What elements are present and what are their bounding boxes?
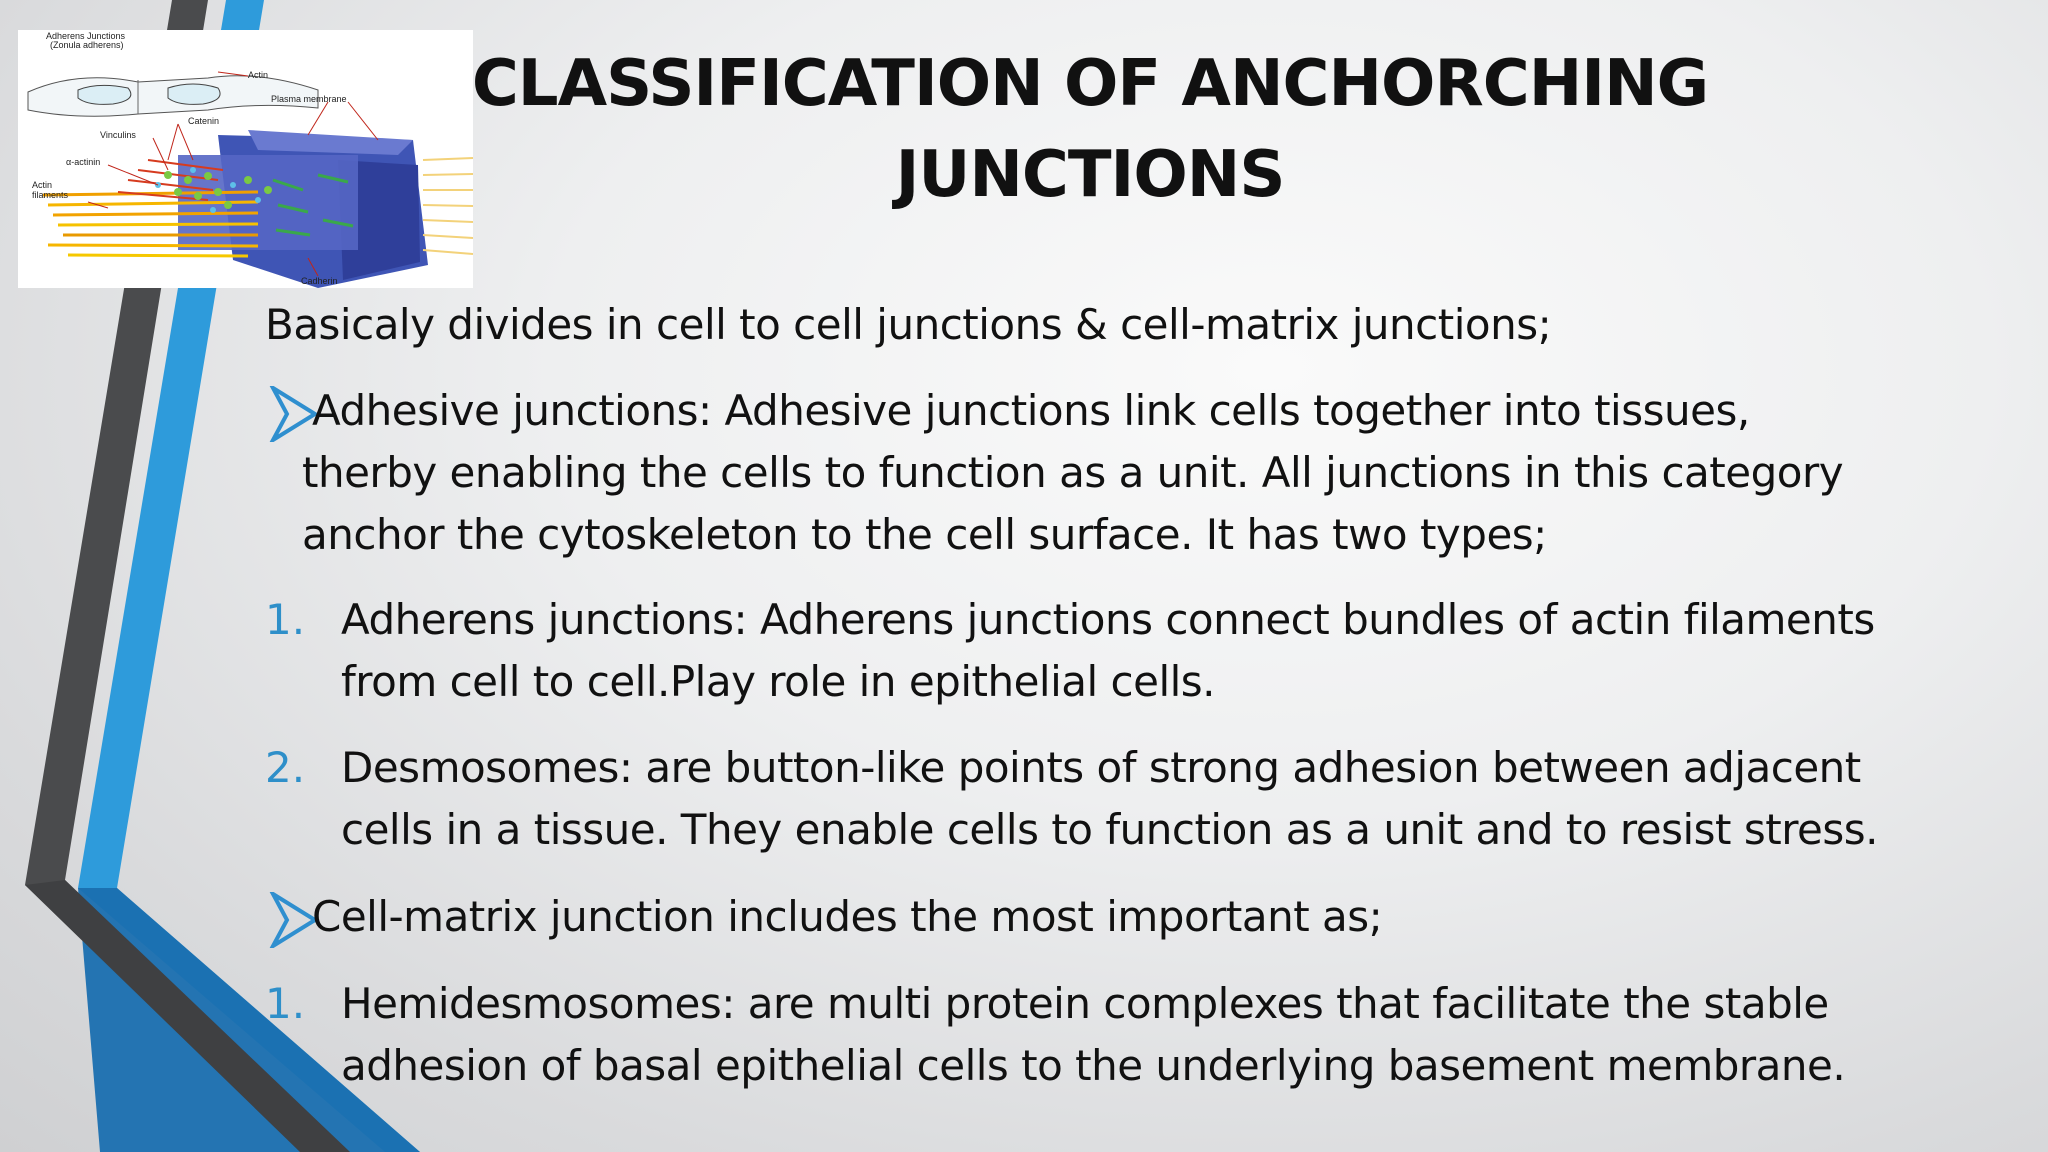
text-line: Adherens junctions: Adherens junctions connect bundles of actin filaments	[341, 595, 1875, 644]
item-text	[341, 737, 1878, 861]
text-line: therby enabling the cells to function as a unit. All junctions in this category	[302, 448, 1844, 497]
adherens-junction-figure	[18, 30, 473, 288]
figure-label-header-1: Adherens Junctions	[46, 31, 126, 41]
figure-label-alpha-actinin: α-actinin	[66, 157, 101, 167]
text-line: from cell to cell.Play role in epithelial cells.	[341, 657, 1216, 706]
figure-label-actin-filaments-2: filaments	[32, 190, 69, 200]
bullet-text	[312, 886, 1382, 948]
slide-title-line-2: JUNCTIONS	[895, 138, 1285, 212]
slide-title-line-1: CLASSIFICATION OF ANCHORCHING	[471, 47, 1709, 121]
item-text	[341, 589, 1875, 713]
text-line: Adhesive junctions: Adhesive junctions link cells together into tissues,	[312, 386, 1750, 435]
arrow-bullet-icon	[265, 386, 317, 442]
list-number: 1.	[265, 979, 306, 1028]
intro-text: Basicaly divides in cell to cell junctions & cell-matrix junctions;	[265, 300, 1552, 349]
text-line: cells in a tissue. They enable cells to function as a unit and to resist stress.	[341, 805, 1879, 854]
figure-label-vinculins: Vinculins	[100, 130, 136, 140]
text-line: anchor the cytoskeleton to the cell surface. It has two types;	[302, 510, 1547, 559]
figure-label-actin: Actin	[248, 70, 269, 80]
arrow-bullet-icon	[265, 892, 317, 948]
figure-label-plasma-membrane: Plasma membrane	[271, 94, 347, 104]
list-number: 1.	[265, 595, 306, 644]
text-line: Desmosomes: are button-like points of strong adhesion between adjacent	[341, 743, 1861, 792]
text-line: Cell-matrix junction includes the most important as;	[312, 892, 1383, 941]
item-text	[341, 973, 1845, 1097]
figure-label-catenin: Catenin	[188, 116, 220, 126]
figure-label-header-2: (Zonula adherens)	[50, 40, 124, 50]
text-line: adhesion of basal epithelial cells to the underlying basement membrane.	[341, 1041, 1846, 1090]
figure-label-actin-filaments-1: Actin	[32, 180, 53, 190]
figure-label-cadherin: Cadherin	[301, 276, 338, 286]
text-line: Hemidesmosomes: are multi protein complexes that facilitate the stable	[341, 979, 1829, 1028]
bullet-text	[302, 380, 1844, 566]
list-number: 2.	[265, 743, 306, 792]
